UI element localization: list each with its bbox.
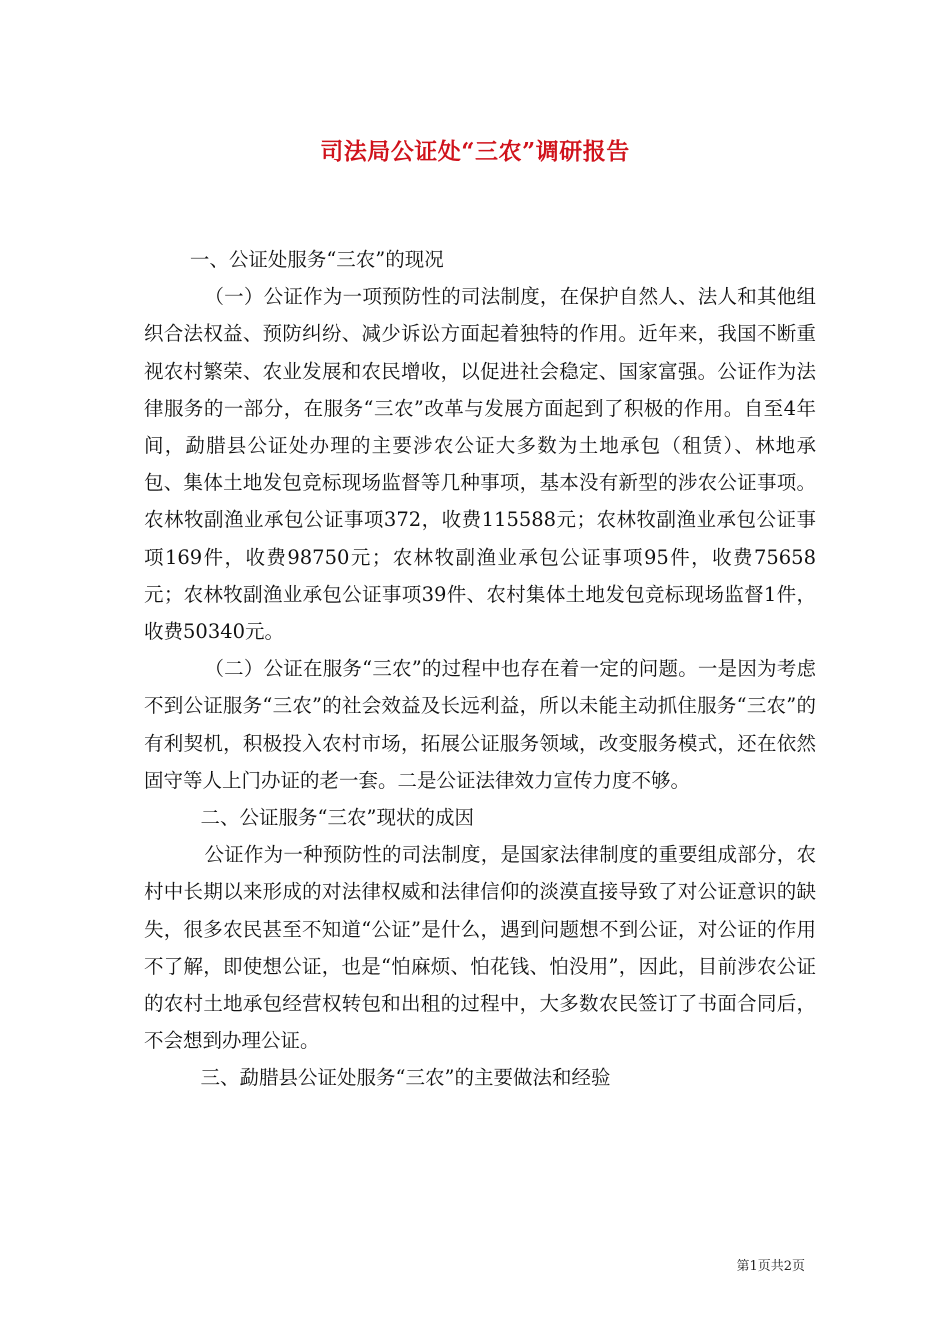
document-title: 司法局公证处“三农”调研报告: [320, 138, 630, 165]
paragraph-3: 公证作为一种预防性的司法制度，是国家法律制度的重要组成部分，农村中长期以来形成的对法律权威和法律信仰的淡漠直接导致了对公证意识的缺失，很多农民甚至不知道“公证”是什么，遇到问题想不到公证，对公证的作用不了解，即使想公证，也是“怕麻烦、怕花钱、怕没用”，因此，目前涉农公证的农村土地承包经营权转包和出租的过程中，大多数农民签订了书面合同后，不会想到办理公证。: [144, 843, 816, 1053]
section-heading-1: 一、公证处服务“三农”的现况: [189, 248, 444, 271]
section-heading-3: 三、勐腊县公证处服务“三农”的主要做法和经验: [200, 1066, 611, 1090]
paragraph-1: （一）公证作为一项预防性的司法制度，在保护自然人、法人和其他组织合法权益、预防纠纷、减少诉讼方面起着独特的作用。近年来，我国不断重视农村繁荣、农业发展和农民增收，以促进社会稳定、国家富强。公证作为法律服务的一部分，在服务“三农”改革与发展方面起到了积极的作用。自至4年间，勐腊县公证处办理的主要涉农公证大多数为土地承包（租赁）、林地承包、集体土地发包竞标现场监督等几种事项，基本没有新型的涉农公证事项。农林牧副渔业承包公证事项372，收费115588元；农林牧副渔业承包公证事项169件，收费98750元；农林牧副渔业承包公证事项95件，收费75658元；农林牧副渔业承包公证事项39件、农村集体土地发包竞标现场监督1件，收费50340元。: [144, 285, 816, 644]
section-heading-2: 二、公证服务“三农”现状的成因: [200, 806, 474, 830]
document-body: [144, 241, 816, 1097]
paragraph-2: （二）公证在服务“三农”的过程中也存在着一定的问题。一是因为考虑不到公证服务“三农”的社会效益及长远利益，所以未能主动抓住服务“三农”的有利契机，积极投入农村市场，拓展公证服务领域，改变服务模式，还在依然固守等人上门办证的老一套。二是公证法律效力宣传力度不够。: [144, 657, 816, 792]
page-number: 第1页共2页: [736, 1259, 805, 1274]
